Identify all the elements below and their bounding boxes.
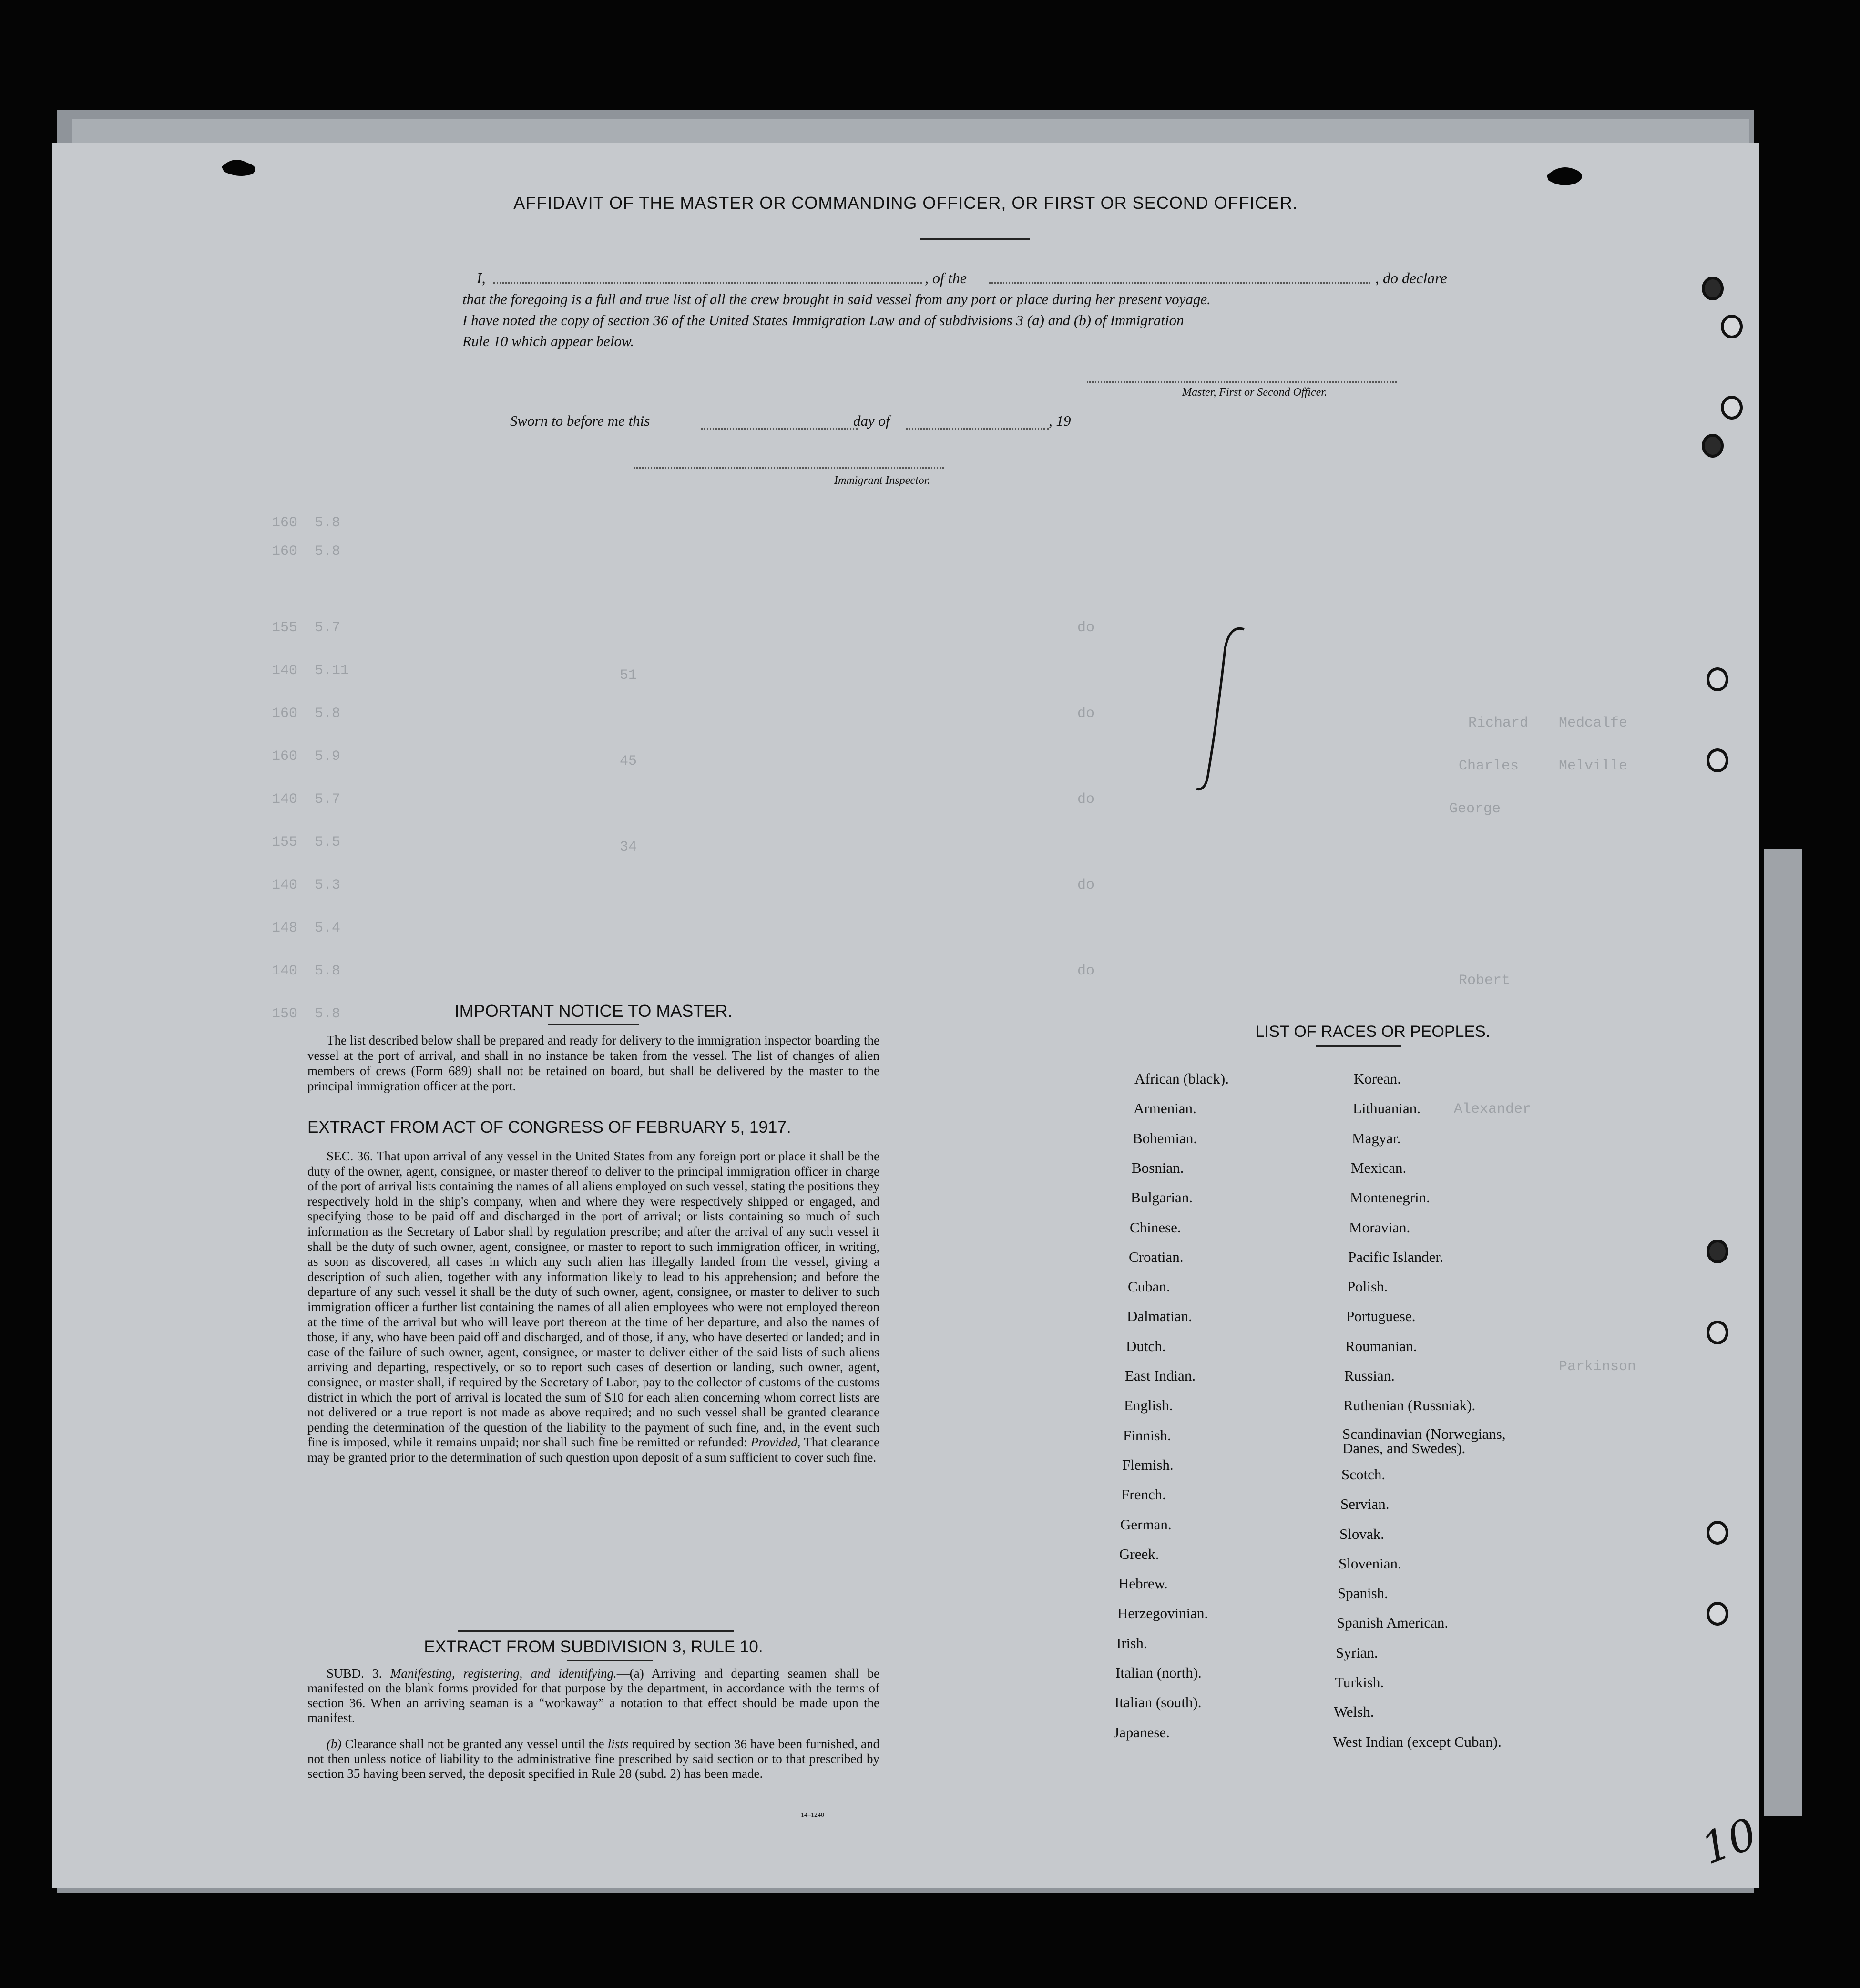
affidavit-body-line-1: that the foregoing is a full and true list of all the crew brought in said vessel from any port or place during her present voyage. <box>462 291 1211 307</box>
affidavit-body-line-2: I have noted the copy of section 36 of the United States Immigration Law and of subdivisions 3 (a) and (b) of Immigration <box>462 312 1184 328</box>
year-label: , 19 <box>1049 412 1071 429</box>
race-item-right: Slovenian. <box>1339 1555 1401 1572</box>
race-item-right: Welsh. <box>1334 1703 1374 1721</box>
inspector-signature-line[interactable] <box>634 467 944 469</box>
race-item-right: Portuguese. <box>1346 1308 1416 1325</box>
race-item-left: Dutch. <box>1126 1337 1166 1354</box>
section-label: SEC. 36. <box>327 1149 373 1163</box>
rule-extract-title: EXTRACT FROM SUBDIVISION 3, RULE 10. <box>424 1638 763 1656</box>
race-item-left: English. <box>1124 1397 1173 1414</box>
race-item-left: French. <box>1121 1486 1166 1503</box>
affidavit-i-label: I, <box>477 269 486 287</box>
vessel-blank[interactable] <box>989 282 1370 284</box>
day-of-label: day of <box>853 412 890 429</box>
race-item-right: Syrian. <box>1336 1644 1378 1661</box>
rule-divider <box>458 1630 734 1632</box>
races-rule <box>1316 1045 1401 1047</box>
race-item-left: Herzegovinian. <box>1117 1605 1208 1622</box>
name-blank[interactable] <box>493 282 922 284</box>
race-item-right: Polish. <box>1347 1278 1388 1295</box>
race-item-right: Slovak. <box>1339 1525 1384 1542</box>
race-item-right: West Indian (except Cuban). <box>1333 1733 1502 1750</box>
para-b-lists: lists <box>607 1737 629 1751</box>
notice-title: IMPORTANT NOTICE TO MASTER. <box>454 1001 733 1021</box>
affidavit-body-line-3: Rule 10 which appear below. <box>462 333 634 349</box>
handwritten-check-mark <box>1182 620 1254 801</box>
race-item-right: Turkish. <box>1335 1674 1384 1691</box>
ink-blot <box>219 153 262 181</box>
race-item-left: Flemish. <box>1122 1456 1174 1473</box>
inspector-label: Immigrant Inspector. <box>834 474 930 487</box>
provided-label: Provided, <box>750 1435 801 1450</box>
affidavit-of-the-label: , of the <box>925 269 967 287</box>
race-item-left: East Indian. <box>1125 1367 1196 1384</box>
rule-para-b <box>307 1737 879 1781</box>
master-signature-label: Master, First or Second Officer. <box>1182 386 1327 399</box>
act-extract-title: EXTRACT FROM ACT OF CONGRESS OF FEBRUARY 5, 1917. <box>307 1118 791 1137</box>
handwritten-page-number: 10 <box>1695 1808 1764 1875</box>
race-item-left: Bulgarian. <box>1131 1189 1193 1206</box>
race-item-right: Mexican. <box>1351 1159 1407 1176</box>
race-item-right: Roumanian. <box>1345 1337 1417 1354</box>
race-item-right: Scotch. <box>1341 1465 1386 1483</box>
act-extract-body <box>307 1149 879 1465</box>
affidavit-declare-label: , do declare <box>1375 269 1447 287</box>
race-item-right: Montenegrin. <box>1350 1189 1430 1206</box>
race-item-left: Hebrew. <box>1118 1575 1168 1592</box>
punch-hole <box>1721 396 1743 420</box>
race-item-left: Irish. <box>1116 1634 1147 1651</box>
para-a-label: —(a) <box>616 1666 644 1681</box>
punch-hole <box>1707 1240 1728 1263</box>
rule-title-rule <box>567 1660 653 1661</box>
punch-hole <box>1707 748 1728 772</box>
race-item-right: Korean. <box>1354 1070 1401 1087</box>
sworn-day-blank[interactable] <box>701 428 858 430</box>
punch-hole <box>1707 667 1728 691</box>
para-b-pre: Clearance shall not be granted any vessel until the <box>345 1737 604 1751</box>
para-b-label: (b) <box>327 1737 342 1751</box>
race-item-left: Bohemian. <box>1133 1129 1197 1147</box>
notice-rule <box>548 1024 639 1025</box>
notice-body: The list described below shall be prepared and ready for delivery to the immigration inspector boarding the vessel at the port of arrival, and shall in no instance be taken from the vessel. The list of changes of alien members of crews (Form 689) shall not be retained on board, but shall be delivered by the master to the principal immigration officer at the port. <box>307 1033 879 1093</box>
race-item-right: Spanish. <box>1338 1585 1388 1602</box>
section-36-end: That clearance may be granted prior to the determination of such question upon deposit of a sum sufficient to cover such fine. <box>307 1435 880 1465</box>
race-item-right: Lithuanian. <box>1353 1100 1421 1117</box>
race-item-left: Greek. <box>1119 1545 1159 1562</box>
race-item-right: Russian. <box>1344 1367 1395 1384</box>
race-item-left: Cuban. <box>1128 1278 1170 1295</box>
subd-heading: Manifesting, registering, and identifying. <box>390 1666 617 1681</box>
title-rule <box>920 238 1030 240</box>
race-item-left: Armenian. <box>1134 1100 1196 1117</box>
race-item-right: Spanish American. <box>1337 1614 1449 1631</box>
subd-label: SUBD. 3. <box>327 1666 382 1681</box>
page-edge-strip <box>1764 849 1802 1816</box>
race-item-left: German. <box>1120 1516 1172 1533</box>
race-item-left: Italian (south). <box>1114 1694 1202 1711</box>
punch-hole <box>1702 277 1724 300</box>
punch-hole <box>1702 434 1724 458</box>
affidavit-page: 160 5.8 160 5.8 155 5.7 140 5.11 160 5.8 160 5.9 140 5.7 155 5.5 140 5.3 148 5.4 140 5.8 150 5.8 Richard Charles George Robert Alexander Medcalfe Melville Parkinson do do do do do 51 45 34 AFFIDAVIT OF THE MASTER OR COMMANDING OFFICER, OR FIRST OR SECOND OFFICER. I, , of the , do declare that the foregoing is a full and true list of all the crew brought in said vessel from any port or place during her present voyage. I have noted the copy of section 36 of the United States Immigration Law and of subdivisions 3 (a) and (b) of Immigration Rule 10 which appear below. Master, First or Second Officer. Sworn to before me this day of , 19 Immigrant Inspector. IMPORTANT NOTICE TO MASTER. The list described below shall be prepared and ready for delivery to the immigration inspector boarding the vessel at the port of arrival, and shall in no instance be taken from the vessel. The list of changes of alien members of crews (Form 689) shall not be retained on board, but shall be delivered by the master to the principal immigration officer at the port. EXTRACT FROM ACT OF CONGRESS OF FEBRUARY 5, 1917. SEC. 36. That upon arrival of any vessel in the United States from any foreign port or place it shall be the duty of the owner, agent, consignee, or master thereof to deliver to the principal immigration officer in charge of the port of arrival lists containing the names of all aliens employed on such vessel, stating the positions they respectively hold in the ship's company, when and where they were respectively shipped or engaged, and specifying those to be paid off and discharged in the port of arrival; or lists containing so much of such information as the Secretary of Labor shall by regulation prescribe; and after the arrival of any such vessel it shall be the duty of such owner, agent, consignee, or master to report to such immigration officer, in writing, as soon as discovered, all cases in which any such alien has illegally landed from the vessel, giving a description of such alien, together with any information likely to lead to his apprehension; and before the departure of any such vessel it shall be the duty of such owner, agent, consignee, or master to deliver to such immigration officer a further list containing the names of all alien employees who were not employed thereon at the time of the arrival but who will leave port thereon at the time of her departure, and also the names of those, if any, who have been paid off and discharged, and of those, if any, who have deserted or landed; and in case of the failure of such owner, agent, consignee, or master to deliver either of the said lists of such aliens arriving and departing, respectively, or so to report such cases of desertion or landing, such owner, agent, consignee, or master shall, if required by the Secretary of Labor, pay to the collector of customs of the customs district in which the port of arrival is located the sum of $10 for each alien concerning whom correct lists are not delivered or a true report is not made as above required; and no such vessel shall be granted clearance pending the determination of the question of the liability to the payment of such fine, and, in the event such fine is imposed, while it remains unpaid; nor shall such fine be remitted or refunded: Provided, That clearance may be granted prior to the determination of such question upon deposit of a sum sufficient to cover such fine. EXTRACT FROM SUBDIVISION 3, RULE 10. SUBD. 3. Manifesting, registering, and identifying.—(a) Arriving and departing seamen shall be manifested on the blank forms provided for that purpose by the department, in accordance with the terms of section 36. When an arriving seaman is a “workaway” a notation to that effect should be made upon the manifest. (b) Clearance shall not be granted any vessel until the lists required by section 36 have been furnished, and not then unless notice of liability to the administrative fine prescribed by said section or to that prescribed by section 35 having been served, the deposit specified in Rule 28 (subd. 2) has been made. 14–1240 LIST OF RACES OR PEOPLES. African (black). Armenian. Bohemian. Bosnian. Bulgarian. Chinese. Croatian. Cuban. Dalmatian. Dutch. East Indian. English. Finnish. Flemish. French. German. Greek. Hebrew. Herzegovinian. Irish. Italian (north). Italian (south). Japanese. Korean. Lithuanian. Magyar. Mexican. Montenegrin. Moravian. Pacific Islander. Polish. Portuguese. Roumanian. Russian. Ruthenian (Russniak). Scandinavian (Norwegians, Danes, and Swedes). Scotch. Servian. Slovak. Slovenian. Spanish. Spanish American. Syrian. Turkish. Welsh. West Indian (except Cuban). 10 <box>52 143 1759 1888</box>
punch-hole <box>1707 1321 1728 1344</box>
rule-para-a <box>307 1666 879 1725</box>
para-a-text: Arriving and departing seamen shall be manifested on the blank forms provided for that purpose by the department, in accordance with the terms of section 36. When an arriving seaman is a “workaway” a notation to that effect should be made upon the manifest. <box>307 1666 879 1725</box>
race-item-right: Pacific Islander. <box>1348 1248 1443 1265</box>
punch-hole <box>1707 1521 1728 1545</box>
punch-hole <box>1707 1602 1728 1626</box>
para-b-post: required by section 36 have been furnished, and not then unless notice of liability to the administrative fine prescribed by said section or to that prescribed by section 35 having been served, the deposit specified in Rule 28 (subd. 2) has been made. <box>307 1737 880 1781</box>
master-signature-line[interactable] <box>1087 381 1397 383</box>
form-number: 14–1240 <box>801 1812 824 1819</box>
section-36-text: That upon arrival of any vessel in the United States from any foreign port or place it shall be the duty of the owner, agent, consignee, or master thereof to deliver to the principal immigration officer in charge of the port of arrival lists containing the names of all aliens employed on such vessel, stating the positions they respectively hold in the ship's company, when and where they were respectively shipped or engaged, and specifying those to be paid off and discharged in the port of arrival; or lists containing so much of such information as the Secretary of Labor shall by regulation prescribe; and after the arrival of any such vessel it shall be the duty of such owner, agent, consignee, or master to report to such immigration officer, in writing, as soon as discovered, all cases in which any such alien has illegally landed from the vessel, giving a description of such alien, together with any information likely to lead to his apprehension; and before the departure of any such vessel it shall be the duty of such owner, agent, consignee, or master to deliver to such immigration officer a further list containing the names of all alien employees who were not employed thereon at the time of the arrival but who will leave port thereon at the time of her departure, and also the names of those, if any, who have been paid off and discharged, and of those, if any, who have deserted or landed; and in case of the failure of such owner, agent, consignee, or master to deliver either of the said lists of such aliens arriving and departing, respectively, or so to report such cases of desertion or landing, such owner, agent, consignee, or master shall, if required by the Secretary of Labor, pay to the collector of customs of the customs district in which the port of arrival is located the sum of $10 for each alien concerning whom correct lists are not delivered or a true report is not made as above required; and no such vessel shall be granted clearance pending the determination of the question of the liability to the payment of such fine, and, in the event such fine is imposed, while it remains unpaid; nor shall such fine be remitted or refunded: <box>307 1149 879 1450</box>
race-item-right: Magyar. <box>1352 1129 1401 1147</box>
race-item-left: Finnish. <box>1123 1426 1171 1444</box>
affidavit-title: AFFIDAVIT OF THE MASTER OR COMMANDING OFFICER, OR FIRST OR SECOND OFFICER. <box>513 193 1298 213</box>
races-title: LIST OF RACES OR PEOPLES. <box>1255 1023 1491 1041</box>
sworn-label: Sworn to before me this <box>510 412 650 429</box>
ink-blot <box>1544 162 1587 191</box>
race-item-left: Dalmatian. <box>1127 1308 1192 1325</box>
race-item-left: Chinese. <box>1130 1219 1181 1236</box>
race-item-right: Moravian. <box>1349 1219 1410 1236</box>
race-item-left: Italian (north). <box>1115 1664 1202 1681</box>
race-item-right: Scandinavian (Norwegians, Danes, and Swedes). <box>1342 1425 1506 1456</box>
race-item-left: Croatian. <box>1129 1248 1184 1265</box>
race-item-left: Japanese. <box>1114 1723 1170 1741</box>
race-item-left: Bosnian. <box>1132 1159 1184 1176</box>
punch-hole <box>1721 315 1743 338</box>
race-item-left: African (black). <box>1134 1070 1229 1087</box>
race-item-right: Servian. <box>1340 1496 1390 1513</box>
sworn-month-blank[interactable] <box>906 428 1049 430</box>
race-item-right: Ruthenian (Russniak). <box>1343 1397 1476 1414</box>
